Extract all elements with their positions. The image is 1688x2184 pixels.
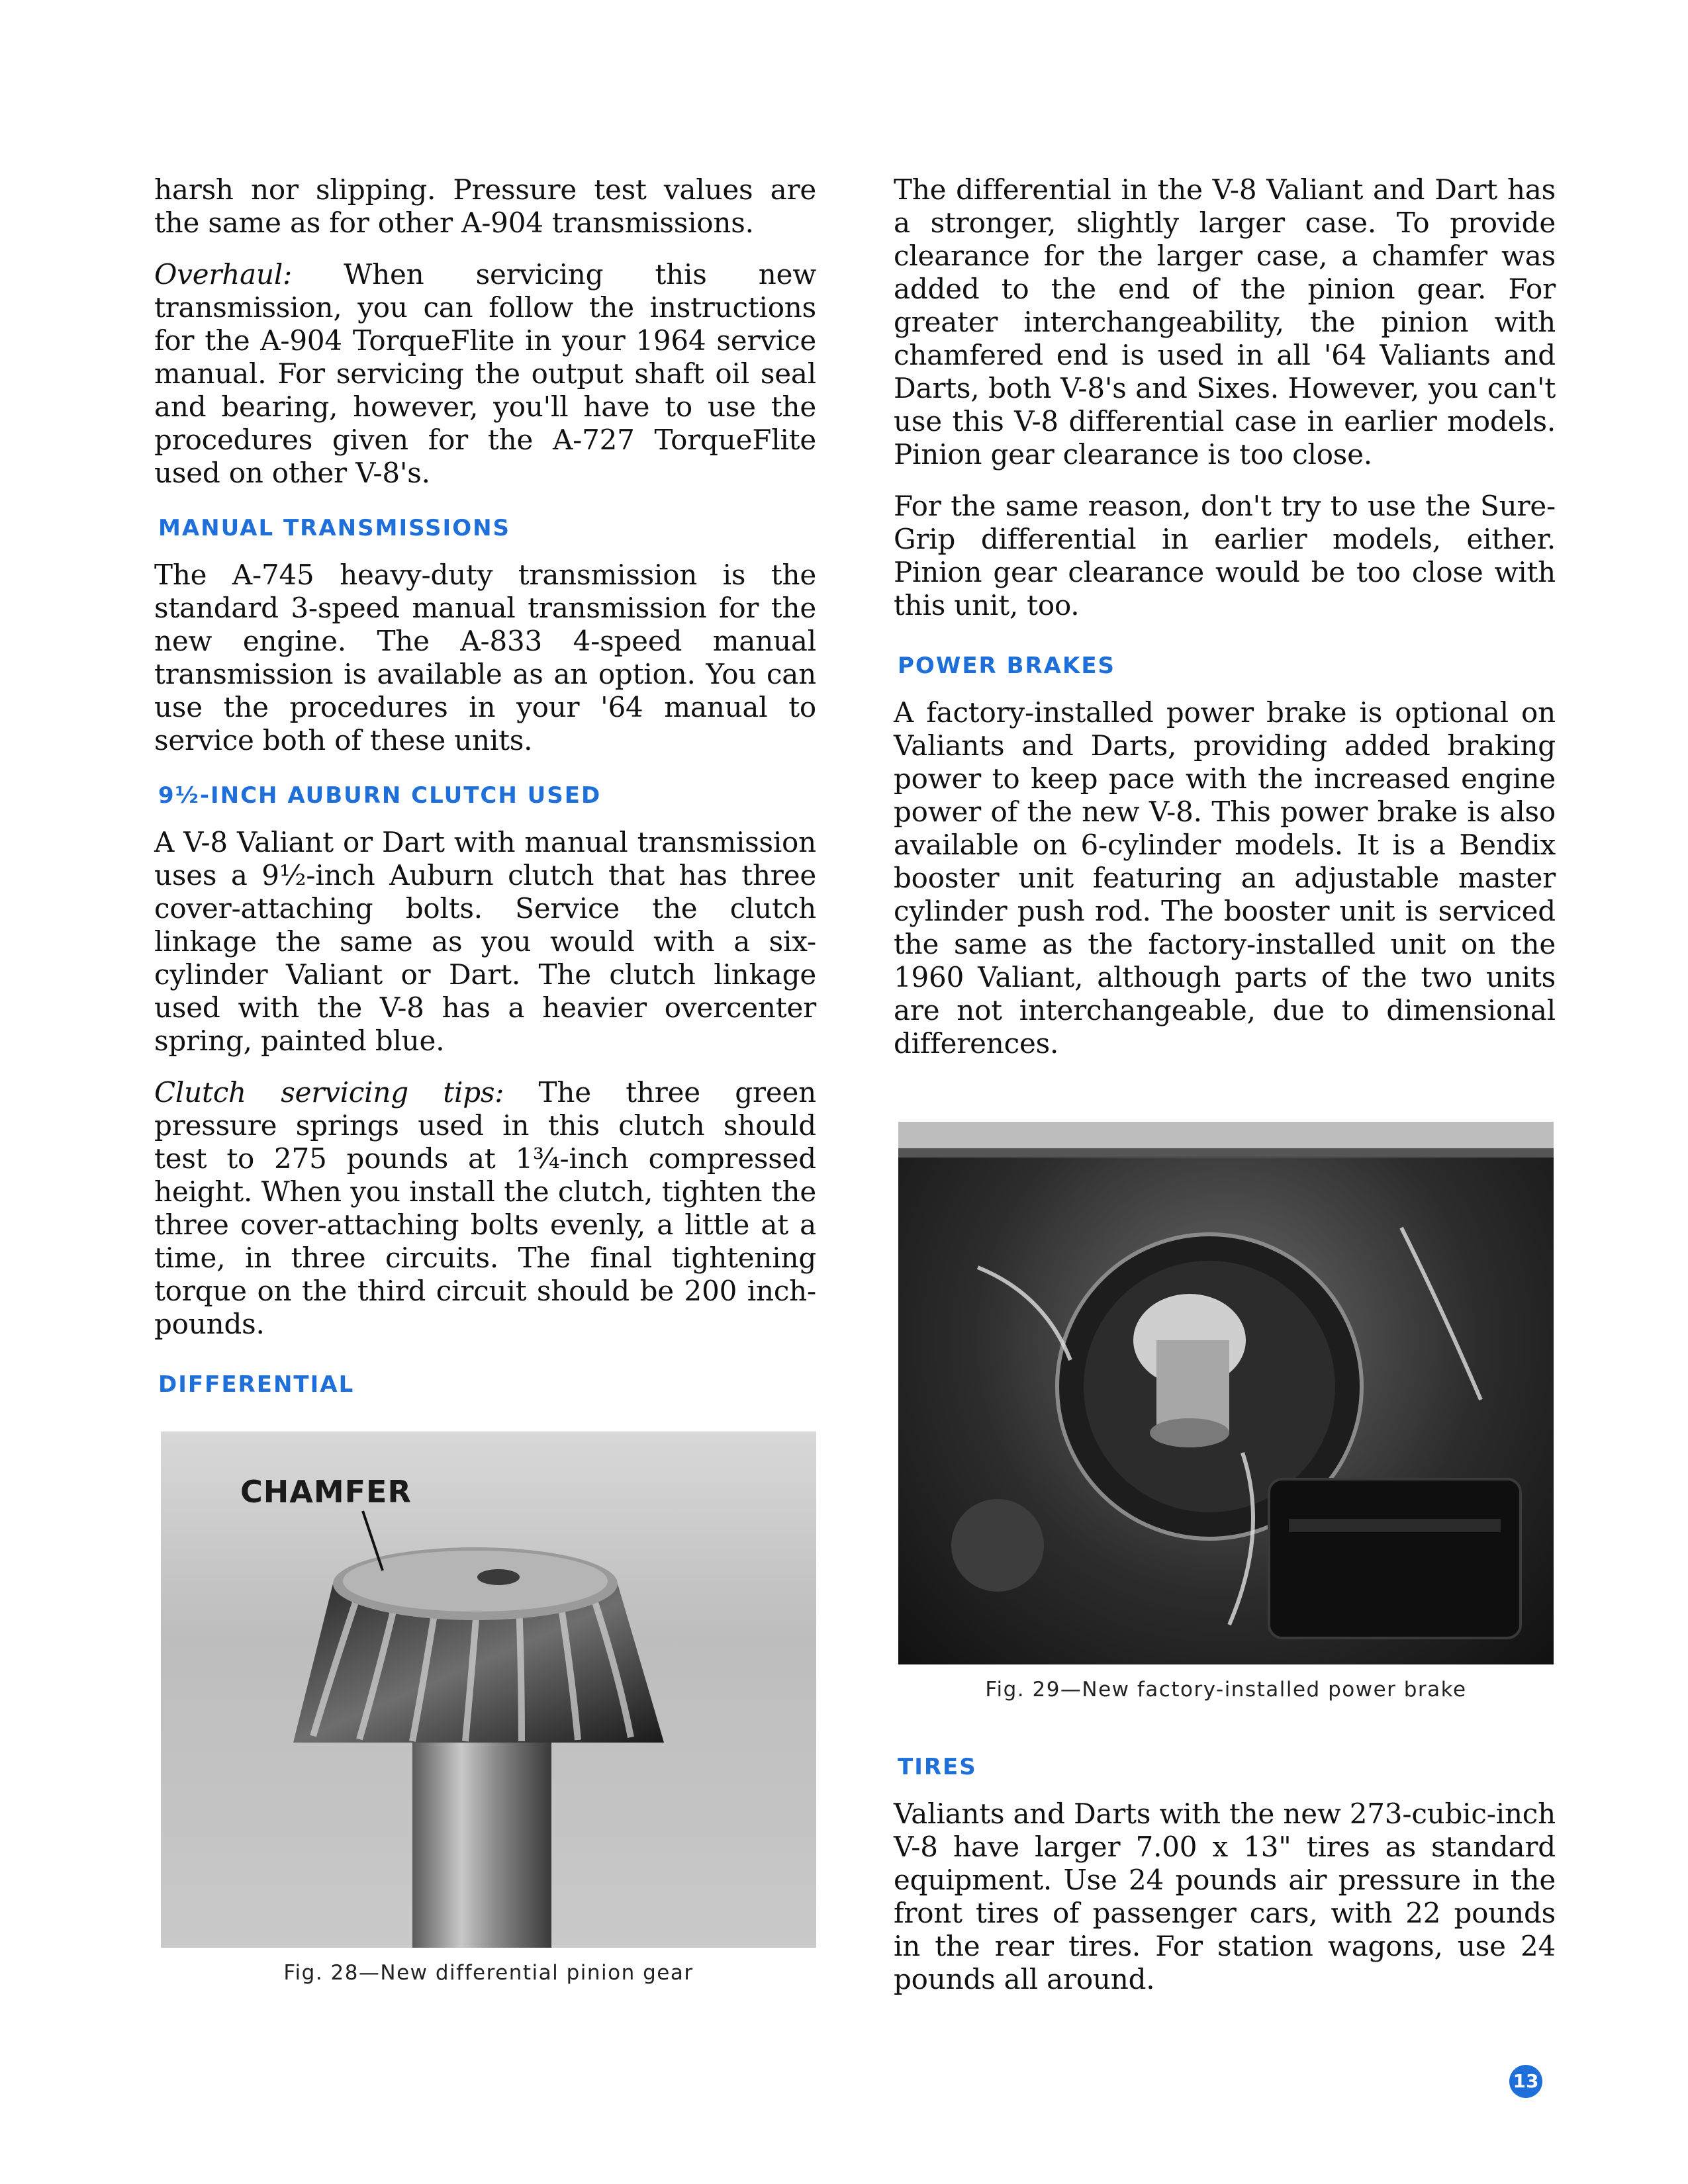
figure-caption: Fig. 28—New differential pinion gear: [283, 1961, 694, 1985]
chamfer-label: CHAMFER: [240, 1474, 412, 1510]
clutch-tips-lead: Clutch servicing tips:: [154, 1076, 504, 1109]
figure-caption: Fig. 29—New factory-installed power brake: [985, 1678, 1467, 1702]
figure-pinion-gear: [161, 1432, 816, 2001]
overhaul-text: When servicing this new transmission, you can follow the instructions for the A-904 TorqueFlite in your 1964 service manual. For servicing the output shaft oil seal and bearing, however, you'll have to use the procedures given for the A-727 TorqueFlite used on other V-8's.: [154, 258, 816, 489]
paragraph: A V-8 Valiant or Dart with manual transmission uses a 9½-inch Auburn clutch that has three cover-attaching bolts. Service the clutch linkage the same as you would with a six-cylinder Valiant or Dart. The clutch linkage used with the V-8 has a heavier overcenter spring, painted blue.: [154, 826, 816, 1057]
clutch-tips-text: The three green pressure springs used in this clutch should test to 275 pounds at 1¾-inch compressed height. When you install the clutch, tighten the three cover-attaching bolts evenly, a little at a time, in three circuits. The final tightening torque on the third circuit should be 200 inch-pounds.: [154, 1076, 816, 1340]
heading-differential: DIFFERENTIAL: [158, 1371, 355, 1398]
paragraph: [154, 1076, 816, 1341]
paragraph: Valiants and Darts with the new 273-cubic-inch V-8 have larger 7.00 x 13" tires as standard equipment. Use 24 pounds air pressure in the front tires of passenger cars, with 22 pounds in the rear tires. For station wagons, use 24 pounds all around.: [894, 1797, 1556, 1995]
overhaul-lead: Overhaul:: [154, 258, 293, 291]
heading-power-brakes: POWER BRAKES: [898, 653, 1116, 679]
paragraph: harsh nor slipping. Pressure test values are the same as for other A-904 transmissions.: [154, 173, 816, 239]
power-brake-photo: [898, 1122, 1554, 1664]
heading-manual-transmissions: MANUAL TRANSMISSIONS: [158, 515, 511, 541]
paragraph: A factory-installed power brake is optional on Valiants and Darts, providing added braking power to keep pace with the increased engine power of the new V-8. This power brake is also available on 6-cylinder models. It is a Bendix booster unit featuring an adjustable master cylinder push rod. The booster unit is serviced the same as the factory-installed unit on the 1960 Valiant, although parts of the two units are not interchangeable, due to dimensional differences.: [894, 696, 1556, 1060]
paragraph: [154, 258, 816, 490]
left-column: [154, 173, 816, 1415]
figure-power-brake: [898, 1122, 1554, 1717]
paragraph: The A-745 heavy-duty transmission is the standard 3-speed manual transmission for the new engine. The A-833 4-speed manual transmission is available as an option. You can use the procedures in your '64 manual to service both of these units.: [154, 559, 816, 756]
power-brake-illustration: [898, 1122, 1554, 1664]
right-column: [894, 173, 1556, 1079]
heading-tires: TIRES: [898, 1754, 977, 1780]
right-column-lower: [894, 1754, 1556, 2015]
paragraph: For the same reason, don't try to use the Sure-Grip differential in earlier models, either. Pinion gear clearance would be too close with this unit, too.: [894, 490, 1556, 621]
paragraph: The differential in the V-8 Valiant and Dart has a stronger, slightly larger case. To provide clearance for the larger case, a chamfer was added to the end of the pinion gear. For greater interchangeability, the pinion with chamfered end is used in all '64 Valiants and Darts, both V-8's and Sixes. However, you can't use this V-8 differential case in earlier models. Pinion gear clearance is too close.: [894, 173, 1556, 471]
pinion-gear-photo: [161, 1432, 816, 1948]
heading-auburn-clutch: 9½-INCH AUBURN CLUTCH USED: [158, 782, 602, 809]
page-number-badge: 13: [1509, 2065, 1542, 2098]
